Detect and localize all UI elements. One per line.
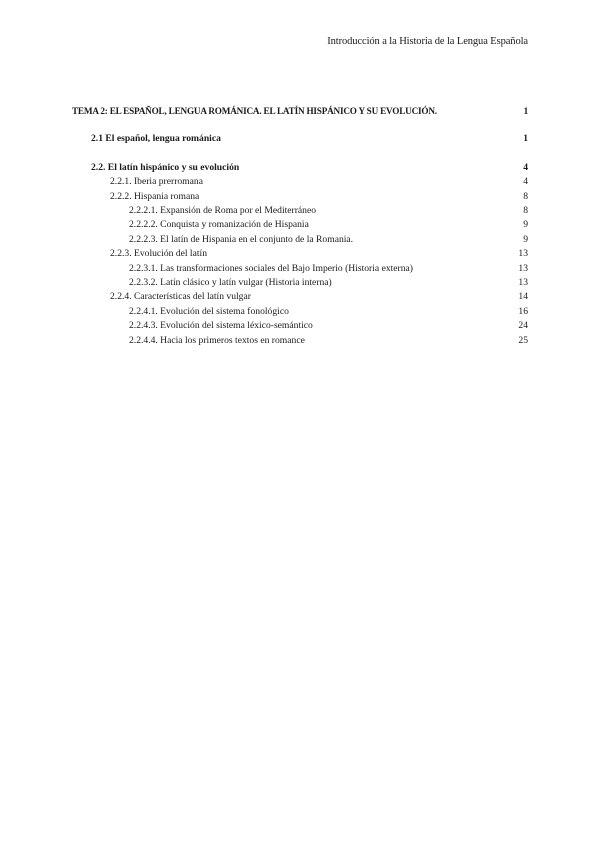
toc-entry-2-2-2-1[interactable] [72,204,528,218]
toc-entry-2-2-4-4[interactable] [72,334,528,348]
toc-entry-label: 2.2.3.2. Latín clásico y latín vulgar (Historia interna) [129,277,332,289]
toc-entry-page: 25 [518,334,528,346]
toc-entry-label: 2.2.4. Características del latín vulgar [110,291,251,303]
toc-entry-label: 2.1 El español, lengua románica [91,133,221,145]
toc-entry-page: 24 [518,320,528,332]
toc-entry-label: 2.2.2.1. Expansión de Roma por el Mediterráneo [129,205,317,217]
toc-entry-label: 2.2.1. Iberia prerromana [110,176,203,188]
toc-entry-page: 9 [523,233,528,245]
toc-entry-page: 16 [518,305,528,317]
toc-entry-label: 2.2.2.2. Conquista y romanización de Hispania [129,219,309,231]
toc-entry-page: 1 [523,133,528,145]
toc-entry-page: 8 [523,205,528,217]
toc-entry-page: 8 [523,190,528,202]
toc-entry-page: 9 [523,219,528,231]
toc-entry-label: 2.2. El latín hispánico y su evolución [91,161,240,173]
toc-entry-label: TEMA 2: EL ESPAÑOL, LENGUA ROMÁNICA. EL LATÍN HISPÁNICO Y SU EVOLUCIÓN. [72,106,437,116]
toc-entry-page: 4 [523,176,528,188]
toc-entry-tema-2[interactable] [72,104,528,118]
toc-entry-2-2[interactable] [72,161,528,175]
running-header: Introducción a la Historia de la Lengua Española [327,36,528,47]
toc-entry-label: 2.2.3.1. Las transformaciones sociales del Bajo Imperio (Historia externa) [129,262,413,274]
toc-entry-2-1[interactable] [72,132,528,146]
toc-entry-label: 2.2.4.1. Evolución del sistema fonológico [129,305,289,317]
table-of-contents [72,104,528,348]
toc-entry-page: 1 [523,106,528,116]
toc-entry-2-2-2-3[interactable] [72,233,528,247]
toc-entry-2-2-3-1[interactable] [72,262,528,276]
toc-entry-2-2-1[interactable] [72,175,528,189]
toc-entry-page: 14 [518,291,528,303]
toc-entry-2-2-4-1[interactable] [72,305,528,319]
toc-entry-2-2-3[interactable] [72,247,528,261]
toc-entry-2-2-4-3[interactable] [72,319,528,333]
toc-entry-label: 2.2.4.4. Hacia los primeros textos en romance [129,334,305,346]
toc-entry-label: 2.2.2.3. El latín de Hispania en el conjunto de la Romania. [129,233,354,245]
toc-entry-label: 2.2.4.3. Evolución del sistema léxico-semántico [129,320,313,332]
toc-entry-page: 13 [518,277,528,289]
toc-entry-label: 2.2.2. Hispania romana [110,190,200,202]
toc-entry-label: 2.2.3. Evolución del latín [110,248,207,260]
toc-entry-page: 13 [518,248,528,260]
toc-entry-2-2-2-2[interactable] [72,218,528,232]
toc-entry-page: 4 [523,161,528,173]
toc-entry-2-2-2[interactable] [72,190,528,204]
toc-entry-2-2-4[interactable] [72,290,528,304]
toc-entry-page: 13 [518,262,528,274]
toc-entry-2-2-3-2[interactable] [72,276,528,290]
